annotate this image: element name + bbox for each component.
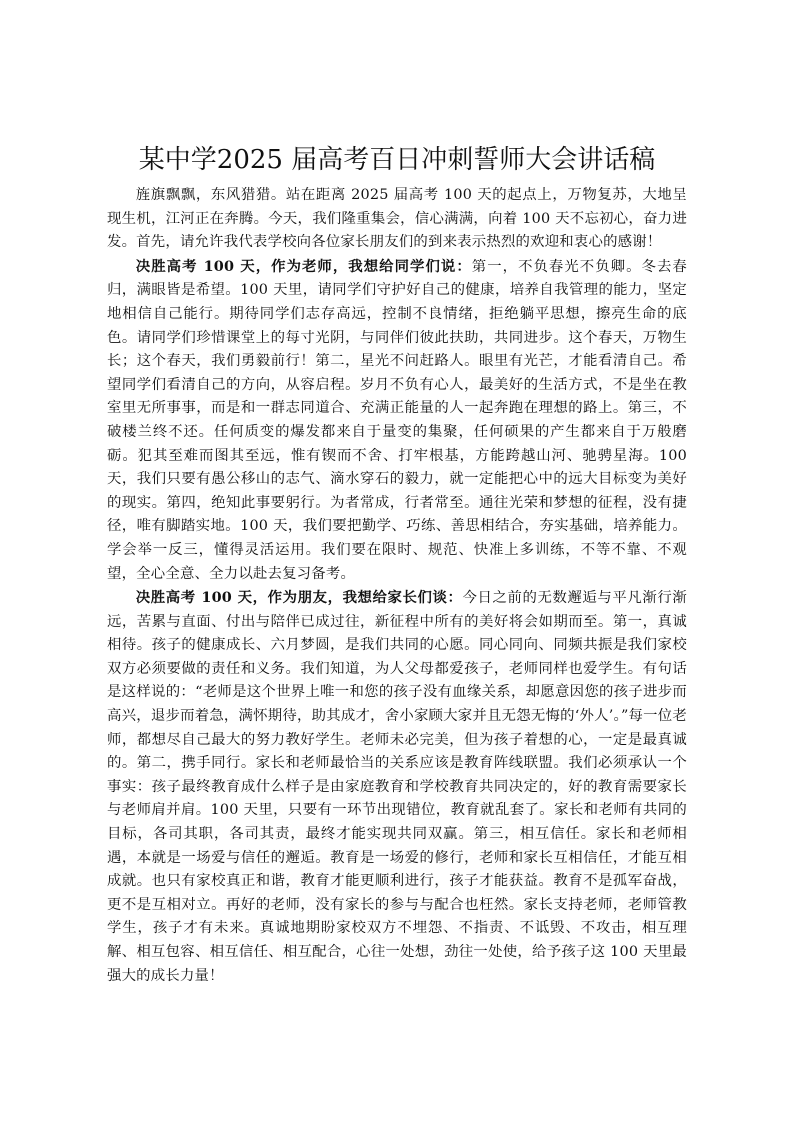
document-title: 某中学2025 届高考百日冲刺誓师大会讲话稿 — [138, 145, 656, 175]
paragraph-intro — [107, 184, 687, 255]
paragraph-parents-text: 今日之前的无数邂逅与平凡渐行渐远，苦累与直面、付出与陪伴已成过往，新征程中所有的美好将会如期而至。第一，真诚相待。孩子的健康成长、六月梦圆，是我们共同的心愿。同心同向、同频共振是我们家校双方必须要做的责任和义务。我们知道，为人父母都爱孩子，老师同样也爱学生。有句话是这样说的：“老师是这个世界上唯一和您的孩子没有血缘关系，却愿意因您的孩子进步而高兴，退步而着急，满怀期待，助其成才，舍小家顾大家并且无怨无悔的‘外人’。”每一位老师，都想尽自己最大的努力教好学生。老师未必完美，但为孩子着想的心，一定是最真诚的。第二，携手同行。家长和老师最恰当的关系应该是教育阵线联盟。我们必须承认一个事实：孩子最终教育成什么样子是由家庭教育和学校教育共同决定的，好的教育需要家长与老师肩并肩。100 天里，只要有一环节出现错位，教育就乱套了。家长和老师有共同的目标，各司其职，各司其责，最终才能实现共同双赢。第三，相互信任。家长和老师相遇，本就是一场爱与信任的邂逅。教育是一场爱的修行，老师和家长互相信任，才能互相成就。也只有家校真正和谐，教育才能更顺利进行，孩子才能获益。教育不是孤军奋战，更不是互相对立。再好的老师，没有家长的参与与配合也枉然。家长支持老师，老师管教学生，孩子才有未来。真诚地期盼家校双方不埋怨、不指责、不诋毁、不攻击，相互理解、相互包容、相互信任、相互配合，心往一处想，劲往一处使，给予孩子这 100 天里最强大的成长力量！ — [107, 590, 687, 984]
paragraph-teachers-text: 第一，不负春光不负卿。冬去春归，满眼皆是希望。100 天里，请同学们守护好自己的健康，培养自我管理的能力，坚定地相信自己能行。期待同学们志存高远，控制不良情绪，拒绝躺平思想，擦亮生命的底色。请同学们珍惜课堂上的每寸光阴，与同伴们彼此扶助，共同进步。这个春天，万物生长；这个春天，我们勇毅前行！第二，星光不问赶路人。眼里有光芒，才能看清自己。希望同学们看清自己的方向，从容启程。岁月不负有心人，最美好的生活方式，不是坐在教室里无所事事，而是和一群志同道合、充满正能量的人一起奔跑在理想的路上。第三，不破楼兰终不还。任何质变的爆发都来自于量变的集聚，任何硕果的产生都来自于万般磨砺。犯其至难而图其至远，惟有锲而不舍、打牢根基，方能跨越山河、驰骋星海。100 天，我们只要有愚公移山的志气、滴水穿石的毅力，就一定能把心中的远大目标变为美好的现实。第四，绝知此事要躬行。为者常成，行者常至。通往光荣和梦想的征程，没有捷径，唯有脚踏实地。100 天，我们要把勤学、巧练、善思相结合，夯实基础，培养能力。学会举一反三，懂得灵活运用。我们要在限时、规范、快准上多训练，不等不靠、不观望，全心全意、全力以赴去复习备考。 — [107, 258, 687, 582]
paragraph-teachers — [107, 255, 687, 586]
paragraph-parents-lead: 决胜高考 100 天，作为朋友，我想给家长们谈： — [135, 589, 463, 607]
paragraph-teachers-lead: 决胜高考 100 天，作为老师，我想给同学们说： — [135, 257, 472, 275]
paragraph-parents — [107, 586, 687, 988]
document-page — [107, 140, 687, 988]
paragraph-intro-text: 旌旗飘飘，东风猎猎。站在距离 2025 届高考 100 天的起点上，万物复苏，大地呈现生机，江河正在奔腾。今天，我们隆重集会，信心满满，向着 100 天不忘初心，奋力进发。首先，请允许我代表学校向各位家长朋友们的到来表示热烈的欢迎和衷心的感谢！ — [107, 187, 687, 251]
